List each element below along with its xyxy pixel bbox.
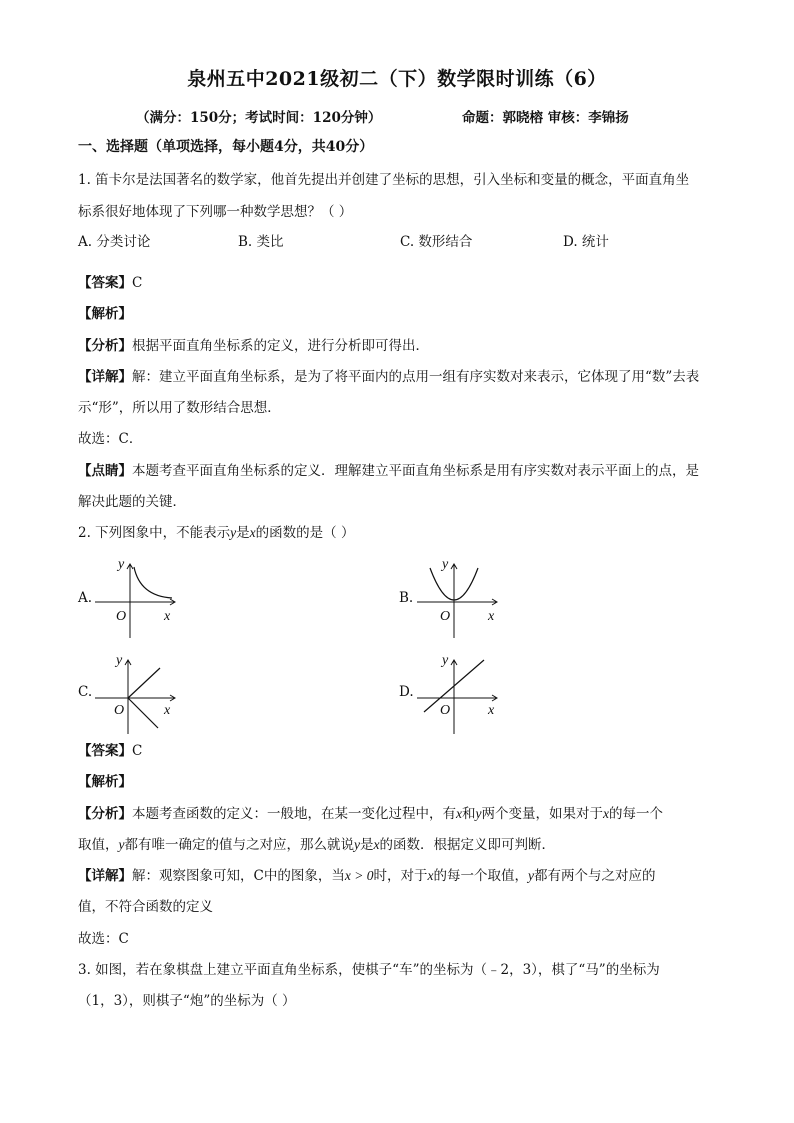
axis-x-label: x [488, 703, 495, 718]
q2-fenxi-line2 [78, 833, 555, 853]
q3-stem-line2: （1，3），则棋子“炮”的坐标为（ ） [78, 993, 296, 1009]
fenxi-text: 两个变量，如果对于 [481, 806, 603, 822]
origin-label: O [116, 609, 127, 624]
fenxi-text: 的函数．根据定义即可判断． [379, 837, 555, 853]
q1-fenxi [78, 334, 429, 354]
q2-choice: 故选：C [78, 931, 129, 947]
page-title: 泉州五中2021级初二（下）数学限时训练（6） [187, 68, 607, 90]
var-y: y [118, 837, 125, 852]
axis-x-label: x [164, 609, 171, 624]
dianjing-tag: 【点睛】 [78, 463, 132, 479]
origin-label: O [440, 703, 451, 718]
q1-answer [78, 271, 142, 291]
axis-y-label: y [442, 653, 449, 668]
fenxi-text: 是 [360, 837, 374, 853]
answer-value: C [132, 743, 143, 759]
xiangjie-tag: 【详解】 [78, 369, 132, 385]
q1-stem-line1: 1. 笛卡尔是法国著名的数学家，他首先提出并创建了坐标的思想，引入坐标和变量的概念，平面直角坐 [78, 172, 690, 188]
graph-d-line [412, 648, 512, 738]
q1-choice: 故选：C． [78, 431, 143, 447]
q2-stem-post: 的函数的是（ ） [255, 525, 355, 541]
fenxi-text: 的每一个 [609, 806, 663, 822]
graph-c-v-shape [90, 648, 190, 738]
exam-meta-authors: 命题：郭晓榕 审核：李锦扬 [462, 110, 629, 126]
var-y: y [475, 806, 482, 821]
q2-stem [78, 521, 354, 541]
q1-dianjing-line2: 解决此题的关键． [78, 494, 186, 510]
var-x: x [373, 837, 380, 852]
var-x: x [456, 806, 462, 821]
graph-a-label: A. [78, 590, 93, 606]
q1-stem-line2: 标系很好地体现了下列哪一种数学思想？（ ） [78, 204, 353, 220]
q3-stem-line1: 3. 如图，若在象棋盘上建立平面直角坐标系，使棋子“车”的坐标为（﹣2，3），棋了“马”的坐标为 [78, 962, 660, 978]
var-x: x [427, 868, 434, 883]
answer-tag: 【答案】 [78, 275, 132, 291]
xiangjie-text: 的每一个取值， [433, 868, 528, 884]
graph-b-parabola [412, 552, 512, 642]
var-x: x [249, 525, 256, 540]
fenxi-text: 根据平面直角坐标系的定义，进行分析即可得出． [132, 338, 429, 354]
fenxi-text: 本题考查函数的定义：一般地，在某一变化过程中，有 [132, 806, 456, 822]
dianjing-text: 本题考查平面直角坐标系的定义．理解建立平面直角坐标系是用有序实数对表示平面上的点，是 [132, 463, 699, 479]
section-heading: 一、选择题（单项选择，每小题4分，共40分） [78, 139, 374, 155]
exam-meta-score-time: （满分：150分；考试时间：120分钟） [136, 110, 382, 126]
xiangjie-tag: 【详解】 [78, 868, 132, 884]
q1-xiangjie-line1 [78, 365, 699, 385]
origin-label: O [114, 703, 125, 718]
fenxi-tag: 【分析】 [78, 806, 132, 822]
axis-x-label: x [164, 703, 171, 718]
q2-xiangjie-line2: 值，不符合函数的定义 [78, 899, 213, 915]
answer-tag: 【答案】 [78, 743, 132, 759]
xiangjie-text: 时，对于 [373, 868, 428, 884]
xiangjie-text: 解：观察图象可知，C中的图象，当 [132, 868, 345, 884]
q1-option-c: C. 数形结合 [400, 234, 473, 250]
q2-answer [78, 739, 142, 759]
q2-xiangjie-line1 [78, 864, 655, 884]
q2-stem-pre: 2. 下列图象中，不能表示 [78, 525, 231, 541]
origin-label: O [440, 609, 451, 624]
q1-option-a: A. 分类讨论 [78, 234, 151, 250]
q1-analysis-tag: 【解析】 [78, 306, 132, 322]
xiangjie-text: 解：建立平面直角坐标系，是为了将平面内的点用一组有序实数对来表示，它体现了用“数”去表 [132, 369, 700, 385]
axis-y-label: y [116, 653, 123, 668]
graph-a-hyperbola [90, 552, 190, 642]
condition-expression: x > 0 [344, 868, 374, 883]
q1-xiangjie-line2: 示“形”，所以用了数形结合思想． [78, 400, 281, 416]
var-y: y [527, 868, 534, 883]
var-y: y [354, 837, 360, 852]
q1-option-b: B. 类比 [238, 234, 284, 250]
q2-stem-mid: 是 [236, 525, 250, 541]
fenxi-text: 和 [462, 806, 476, 822]
fenxi-text: 都有唯一确定的值与之对应，那么就说 [124, 837, 354, 853]
var-x: x [603, 806, 609, 821]
q2-analysis-tag: 【解析】 [78, 774, 132, 790]
xiangjie-text: 都有两个与之对应的 [533, 868, 656, 884]
fenxi-tag: 【分析】 [78, 338, 132, 354]
axis-x-label: x [488, 609, 495, 624]
fenxi-text: 取值， [78, 837, 119, 853]
graph-d-label: D. [399, 684, 414, 700]
q2-fenxi-line1 [78, 802, 663, 822]
axis-y-label: y [118, 557, 125, 572]
q1-option-d: D. 统计 [563, 234, 609, 250]
graph-b-label: B. [399, 590, 414, 606]
graph-c-label: C. [78, 684, 93, 700]
var-y: y [230, 525, 237, 540]
answer-value: C [132, 275, 143, 291]
axis-y-label: y [442, 557, 449, 572]
q1-dianjing-line1 [78, 459, 699, 479]
